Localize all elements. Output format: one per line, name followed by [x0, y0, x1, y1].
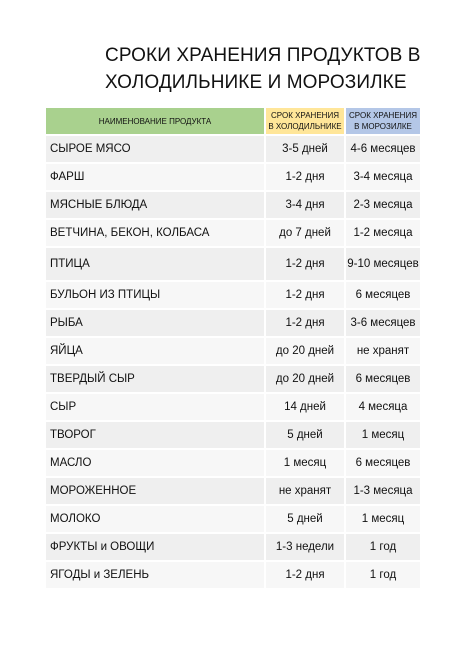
freezer-term-cell: 2-3 месяца: [344, 192, 420, 220]
freezer-term-cell: 9-10 месяцев: [344, 248, 420, 282]
table-row: [46, 220, 420, 248]
table-row: [46, 192, 420, 220]
product-name-cell: МОРОЖЕННОЕ: [46, 478, 264, 506]
fridge-term-cell: до 20 дней: [264, 366, 344, 394]
product-name-cell: ЯЙЦА: [46, 338, 264, 366]
fridge-term-cell: 1-2 дня: [264, 562, 344, 590]
freezer-term-cell: 1-2 месяца: [344, 220, 420, 248]
table-header-row: [46, 108, 420, 136]
table-row: [46, 164, 420, 192]
freezer-term-cell: 1-3 месяца: [344, 478, 420, 506]
fridge-term-cell: 3-4 дня: [264, 192, 344, 220]
freezer-term-cell: 4-6 месяцев: [344, 136, 420, 164]
product-name-cell: БУЛЬОН ИЗ ПТИЦЫ: [46, 282, 264, 310]
product-name-cell: РЫБА: [46, 310, 264, 338]
product-name-cell: МАСЛО: [46, 450, 264, 478]
freezer-term-cell: 3-6 месяцев: [344, 310, 420, 338]
fridge-term-cell: 14 дней: [264, 394, 344, 422]
table-row: [46, 506, 420, 534]
freezer-term-cell: 3-4 месяца: [344, 164, 420, 192]
freezer-term-cell: 1 год: [344, 534, 420, 562]
fridge-term-cell: 3-5 дней: [264, 136, 344, 164]
freezer-term-cell: 6 месяцев: [344, 282, 420, 310]
title-line-1: СРОКИ ХРАНЕНИЯ ПРОДУКТОВ В: [105, 45, 421, 66]
product-name-cell: ЯГОДЫ и ЗЕЛЕНЬ: [46, 562, 264, 590]
page-title: [105, 42, 445, 96]
header-product-name: НАИМЕНОВАНИЕ ПРОДУКТА: [46, 108, 264, 136]
fridge-term-cell: 1-3 недели: [264, 534, 344, 562]
fridge-term-cell: 5 дней: [264, 422, 344, 450]
table-row: [46, 478, 420, 506]
table-row: [46, 338, 420, 366]
freezer-term-cell: не хранят: [344, 338, 420, 366]
fridge-term-cell: 1-2 дня: [264, 310, 344, 338]
product-name-cell: МОЛОКО: [46, 506, 264, 534]
header-freezer-term: СРОК ХРАНЕНИЯ В МОРОЗИЛКЕ: [344, 108, 420, 136]
freezer-term-cell: 1 год: [344, 562, 420, 590]
title-line-2: ХОЛОДИЛЬНИКЕ И МОРОЗИЛКЕ: [105, 72, 407, 93]
product-name-cell: ТВЕРДЫЙ СЫР: [46, 366, 264, 394]
table-row: [46, 366, 420, 394]
freezer-term-cell: 4 месяца: [344, 394, 420, 422]
table-row: [46, 422, 420, 450]
fridge-term-cell: не хранят: [264, 478, 344, 506]
header-fridge-term: СРОК ХРАНЕНИЯ В ХОЛОДИЛЬНИКЕ: [264, 108, 344, 136]
table-row: [46, 248, 420, 282]
freezer-term-cell: 1 месяц: [344, 506, 420, 534]
table-row: [46, 450, 420, 478]
freezer-term-cell: 6 месяцев: [344, 450, 420, 478]
product-name-cell: ПТИЦА: [46, 248, 264, 282]
storage-table: [46, 108, 420, 590]
table-row: [46, 562, 420, 590]
table-row: [46, 394, 420, 422]
table-row: [46, 534, 420, 562]
product-name-cell: ФРУКТЫ и ОВОЩИ: [46, 534, 264, 562]
fridge-term-cell: до 20 дней: [264, 338, 344, 366]
product-name-cell: ТВОРОГ: [46, 422, 264, 450]
table-row: [46, 310, 420, 338]
product-name-cell: ФАРШ: [46, 164, 264, 192]
fridge-term-cell: 1-2 дня: [264, 164, 344, 192]
freezer-term-cell: 1 месяц: [344, 422, 420, 450]
product-name-cell: ВЕТЧИНА, БЕКОН, КОЛБАСА: [46, 220, 264, 248]
fridge-term-cell: 5 дней: [264, 506, 344, 534]
product-name-cell: СЫРОЕ МЯСО: [46, 136, 264, 164]
table-row: [46, 282, 420, 310]
freezer-term-cell: 6 месяцев: [344, 366, 420, 394]
fridge-term-cell: 1-2 дня: [264, 282, 344, 310]
table-row: [46, 136, 420, 164]
fridge-term-cell: 1 месяц: [264, 450, 344, 478]
product-name-cell: МЯСНЫЕ БЛЮДА: [46, 192, 264, 220]
product-name-cell: СЫР: [46, 394, 264, 422]
fridge-term-cell: до 7 дней: [264, 220, 344, 248]
fridge-term-cell: 1-2 дня: [264, 248, 344, 282]
